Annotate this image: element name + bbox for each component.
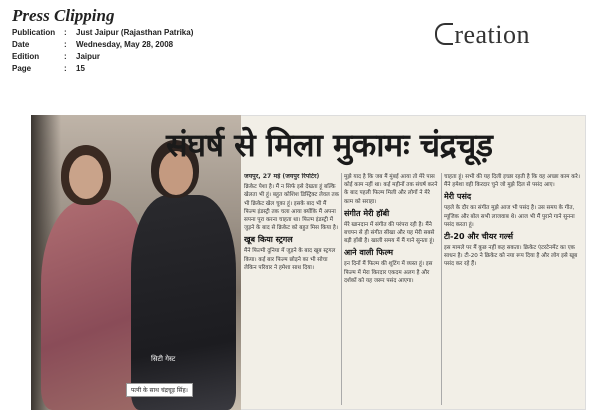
edition-value: Jaipur: [76, 52, 101, 61]
article-paragraph: पहले के दौर का संगीत मुझे आज भी पसंद है। उस समय के गीत, म्यूजिक और बोल सभी लाजवाब थे। आज भी मैं पुराने गाने सुनना पसंद करता हूं।: [444, 205, 575, 228]
brand-text: reation: [454, 20, 530, 49]
photo-credit: सिटी गेस्ट: [151, 355, 176, 363]
article-subheading: मेरी पसंद: [444, 192, 472, 202]
article-paragraph: चाहता हूं। सभी की यह दिली इच्छा रहती है कि वह अच्छा काम करे। मैंने हमेशा वही किरदार चुने जो मुझे दिल से पसंद आए।: [444, 174, 580, 189]
article-column-1: [244, 173, 339, 409]
photo-caption: पत्नी के साथ चंद्रचूड़ सिंह।: [126, 383, 193, 397]
article-headline: संघर्ष से मिला मुकामः चंद्रचूड़: [166, 126, 493, 164]
page-label: Page: [12, 64, 32, 73]
page-title: Press Clipping: [12, 6, 115, 25]
article-paragraph: इन दिनों मैं फिल्म की शूटिंग में व्यस्त हूं। इस फिल्म में मेरा किरदार एकदम अलग है और दर्शकों को यह जरूर पसंद आएगा।: [344, 261, 433, 284]
article-paragraph: मैंने फिल्मी दुनिया में जुड़ने के बाद खूब स्ट्रगल किया। कई बार फिल्म छोड़ने का भी सोचा लेकिन परिवार ने हमेशा साथ दिया।: [244, 248, 336, 271]
page-colon: :: [64, 64, 67, 73]
article-paragraph: इस मामले पर मैं कुछ नहीं कह सकता। क्रिकेट एंटरटेनमेंट का एक साधन है। टी-20 ने क्रिकेट को नया रूप दिया है और लोग इसे खूब पसंद कर रहे हैं।: [444, 245, 578, 268]
press-clipping-header: [0, 0, 600, 90]
column-divider: [441, 173, 442, 405]
c-swoosh-icon: [435, 23, 453, 45]
edition-colon: :: [64, 52, 67, 61]
publication-label: Publication: [12, 28, 56, 37]
publication-colon: :: [64, 28, 67, 37]
article-paragraph: मेरे खानदान में संगीत की परंपरा रही है। मैंने बचपन से ही संगीत सीखा और यह मेरी सबसे बड़ी हॉबी है। खाली समय में मैं गाने सुनता हूं।: [344, 221, 435, 245]
article-column-3: [444, 173, 584, 409]
edition-label: Edition: [12, 52, 40, 61]
date-colon: :: [64, 40, 67, 49]
column-divider: [341, 173, 342, 405]
brand-logo: [435, 20, 530, 50]
article-subheading: आने वाली फिल्म: [344, 248, 393, 258]
article-column-2: [344, 173, 439, 409]
article-subheading: खूब किया स्ट्रगल: [244, 235, 293, 245]
article-subheading: संगीत मेरी हॉबी: [344, 208, 390, 218]
article-dateline: जयपुर, 27 मई (जयपुर रिपोर्टर): [244, 173, 320, 180]
publication-value: Just Jaipur (Rajasthan Patrika): [76, 28, 194, 37]
date-value: Wednesday, May 28, 2008: [76, 40, 174, 49]
article-paragraph: मुझे याद है कि जब मैं मुंबई आया तो मेरे पास कोई काम नहीं था। कई महीनों तक संघर्ष करने के बाद पहली फिल्म मिली और लोगों ने मेरे काम को सराहा।: [344, 174, 438, 205]
man-figure: [131, 195, 236, 410]
article-paragraph: क्रिकेट पेशा है। मैं न सिर्फ इसे देखता हूं बल्कि खेलता भी हूं। बहुत कोशिश डिस्ट्रिक्ट लेवल तक भी क्रिकेट खेल चुका हूं। इसके बाद भी मैं फिल्म इंडस्ट्री तक चला आया क्योंकि मैं अपना सपना पूरा करना चाहता था। फिल्म इंडस्ट्री में जुड़ने के बाद से क्रिकेट को बहुत मिस किया है।: [244, 184, 339, 232]
newspaper-clipping: [31, 115, 586, 410]
article-subheading: टी-20 और चीयर गर्ल्स: [444, 232, 514, 242]
date-label: Date: [12, 40, 30, 49]
woman-face: [69, 155, 103, 199]
page-value: 15: [76, 64, 85, 73]
